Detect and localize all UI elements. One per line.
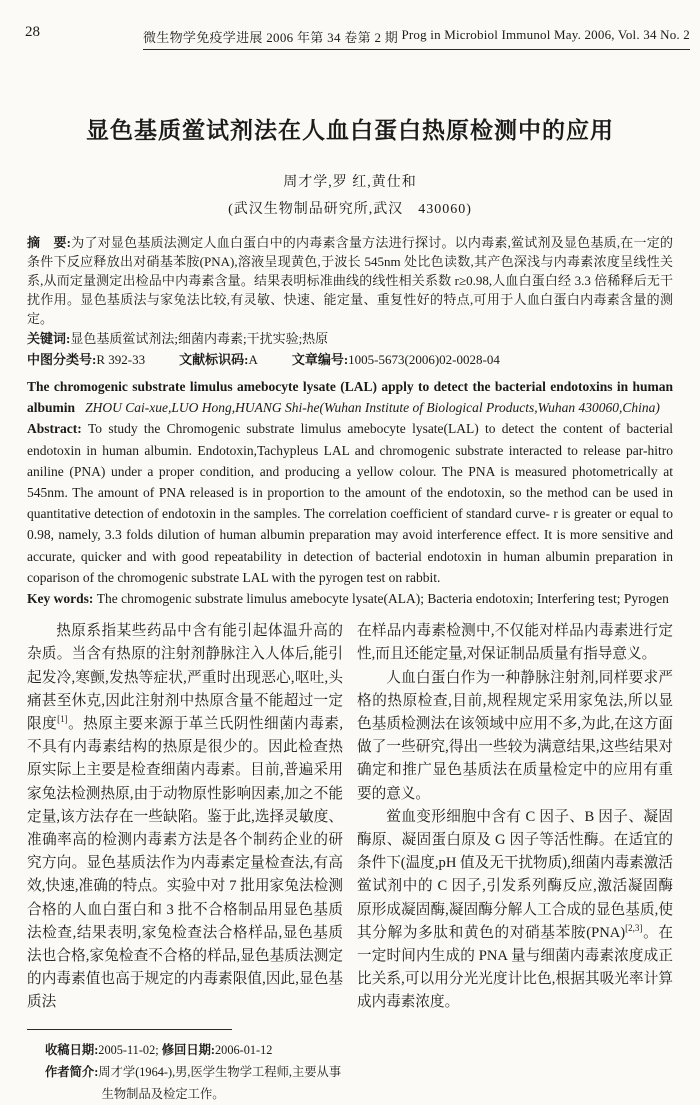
article-id: 1005-5673(2006)02-0028-04 bbox=[348, 352, 500, 367]
abstract-label-cn: 摘 要: bbox=[27, 235, 71, 250]
chinese-abstract bbox=[27, 233, 673, 328]
keywords-label-en: Key words: bbox=[27, 591, 94, 607]
page-number: 28 bbox=[25, 24, 40, 40]
journal-header bbox=[143, 27, 690, 50]
keywords-text-cn: 显色基质鲎试剂法;细菌内毒素;干扰实验;热原 bbox=[70, 331, 329, 346]
english-title-line bbox=[27, 376, 673, 418]
body-columns bbox=[27, 620, 673, 1104]
journal-title-en: Prog in Microbiol Immunol May. 2006, Vol. 34 No. 2 bbox=[401, 27, 690, 42]
english-title: The chromogenic substrate limulus amebocyte lysate (LAL) apply to detect the bacterial endotoxins in human albumin bbox=[27, 379, 673, 416]
article-authors: 周才学,罗 红,黄仕和 bbox=[283, 175, 417, 190]
article-id-label: 文章编号: bbox=[291, 352, 349, 367]
footnote-block bbox=[27, 1029, 343, 1105]
abstract-text-cn: 为了对显色基质法测定人血白蛋白中的内毒素含量方法进行探讨。以内毒素,鲎试剂及显色基质,在一定的条件下反应释放出对硝基苯胺(PNA),溶液呈现黄色,于波长 545nm 处比色读数,其产色深浅与内毒素浓度呈线性关系,从而定量测定出检品中内毒素含量。结果表明标准曲线的线性相关系数 r≥0.98,人血白蛋白经 3.3 倍稀释后无干扰作用。显色基质法与家兔法比较,有灵敏、快速、能定量、重复性好的特点,可用于人血白蛋白内毒素含量的测定。 bbox=[27, 235, 673, 326]
classification-line bbox=[27, 349, 673, 370]
journal-title-cn: 微生物学免疫学进展 2006 年第 34 卷第 2 期 bbox=[143, 30, 399, 45]
keywords-label-cn: 关键词: bbox=[27, 331, 71, 346]
footnote-divider bbox=[27, 1029, 232, 1030]
footnote-dates: 收稿日期:2005-11-02; 修回日期:2006-01-12 bbox=[45, 1042, 273, 1057]
doc-code: A bbox=[248, 352, 258, 367]
english-keywords bbox=[27, 588, 673, 609]
english-abstract bbox=[27, 418, 673, 588]
abstract-text-en: To study the Chromogenic substrate limulus amebocyte lysate(LAL) to detect the content of bacterial endotoxin in human albumin. Endotoxin,Tachypleus LAL and chromogenic substrate interacted to release par-hitro aniline (PNA) under a proper condition, and producing a yellow colour. The PNA is measured photometrically at 545nm. The amount of PNA released is in proportion to the amount of the endotoxin, so the method can be used in quantitative detection of endotoxin in the samples. The correlation coefficient of standard curve- r is greater or equal to 0.98, namely, 3.3 folds dilution of human albumin preparation may avoid interference effect. It is more sensitive and accurate, quicker and with good repeatability in detection of bacterial endotoxin in human albumin preparation in coparison of the chromogenic substrate LAL with the pyrogen test on rabbit. bbox=[27, 421, 674, 585]
article-affiliation: (武汉生物制品研究所,武汉 430060) bbox=[228, 202, 472, 217]
right-paragraph-2: 人血白蛋白作为一种静脉注射剂,同样要求严格的热原检查,目前,规程规定采用家兔法,所以显色基质检测法在该领域中应用不多,为此,在这方面做了一些研究,得出一些较为满意结果,这些结果对确定和推广显色基质法在质量检定中的应用有重要的意义。 bbox=[357, 669, 673, 802]
right-paragraph-1: 在样品内毒素检测中,不仅能对样品内毒素进行定性,而且还能定量,对保证制品质量有指导意义。 bbox=[357, 623, 673, 663]
body-right-column bbox=[357, 620, 673, 1104]
keywords-text-en: The chromogenic substrate limulus amebocyte lysate(ALA); Bacteria endotoxin; Interfering test; Pyrogen bbox=[96, 591, 669, 607]
chinese-keywords bbox=[27, 328, 673, 349]
citation-ref-1: [1] bbox=[57, 714, 68, 725]
english-authors: ZHOU Cai-xue,LUO Hong,HUANG Shi-he(Wuhan Institute of Biological Products,Wuhan 430060,China) bbox=[85, 400, 660, 416]
body-left-column bbox=[27, 620, 343, 1104]
left-paragraph: 热原系指某些药品中含有能引起体温升高的杂质。当含有热原的注射剂静脉注入人体后,能引起发冷,寒颤,发热等症状,严重时出现恶心,呕吐,头痛甚至休克,因此注射剂中热原含量不能超过一定限度[1]。热原主要来源于革兰氏阴性细菌内毒素,不具有内毒素结构的热原是很少的。因此检查热原实际上主要是检查细菌内毒素。目前,普遍采用家兔法检测热原,由于动物原性影响因素,加之不能定量,该方法存在一些缺陷。鉴于此,选择灵敏度、准确率高的检测内毒素方法是各个制药企业的研究方向。显色基质法作为内毒素定量检查法,有高效,快速,准确的特点。实验中对 7 批用家兔法检测合格的人血白蛋白和 3 批不合格制品用显色基质法检查,结果表明,家兔检查法合格样品,显色基质法也合格,家兔检查不合格的样品,显色基质法测定的内毒素值也高于规定的内毒素限值,因此,显色基质法 bbox=[27, 623, 343, 1011]
footnote-author-bio: 作者简介:周才学(1964-),男,医学生物学工程师,主要从事生物制品及检定工作。 bbox=[45, 1064, 342, 1101]
citation-ref-2-3: [2,3] bbox=[625, 923, 643, 934]
doc-code-label: 文献标识码: bbox=[179, 352, 249, 367]
english-block bbox=[27, 376, 673, 609]
right-paragraph-3: 鲎血变形细胞中含有 C 因子、B 因子、凝固酶原、凝固蛋白原及 G 因子等活性酶。在适宜的条件下(温度,pH 值及无干扰物质),细菌内毒素激活鲎试剂中的 C 因子,引发系列酶反应,激活凝固酶原形成凝固酶,凝固酶分解人工合成的显色基质,使其分解为多肽和黄色的对硝基苯胺(PNA)[2,3]。在一定时间内生成的 PNA 量与细菌内毒素浓度成正比关系,可以用分光光度计比色,根据其吸光率计算成内毒素浓度。 bbox=[357, 808, 673, 1011]
article-title: 显色基质鲎试剂法在人血白蛋白热原检测中的应用 bbox=[86, 118, 614, 143]
abstract-label-en: Abstract: bbox=[27, 421, 82, 437]
clc-label: 中图分类号: bbox=[27, 352, 97, 367]
page-header bbox=[0, 0, 700, 50]
clc-number: R 392-33 bbox=[96, 352, 146, 367]
